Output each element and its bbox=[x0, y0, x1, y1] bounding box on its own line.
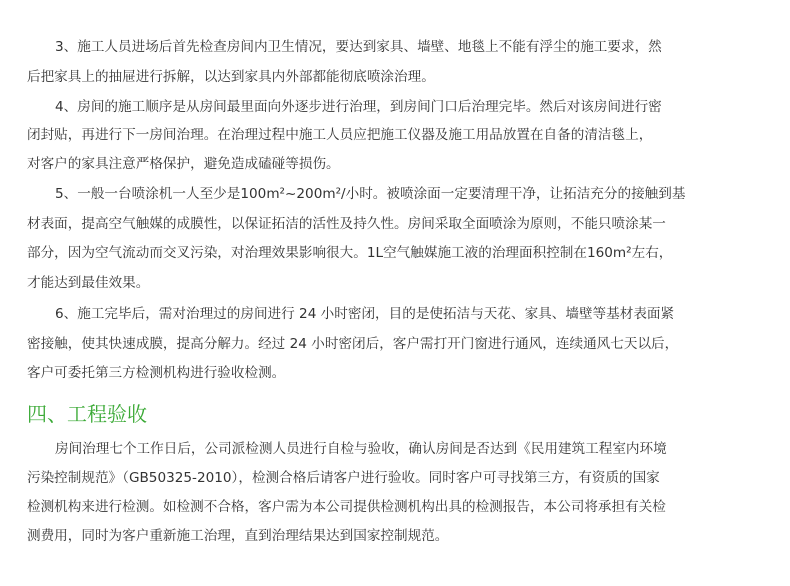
paragraph-line: 材表面，提高空气触媒的成膜性，以保证拓洁的活性及持久性。房间采取全面喷涂为原则，不能只喷涂某一 bbox=[27, 216, 666, 232]
paragraph-line: 密接触，使其快速成膜，提高分解力。经过 24 小时密闭后，客户需打开门窗进行通风，连续通风七天以后， bbox=[27, 336, 679, 352]
paragraph-line: 5、一般一台喷涂机一人至少是100m²~200m²/小时。被喷涂面一定要清理干净，让拓洁充分的接触到基 bbox=[55, 186, 686, 202]
section-heading: 四、工程验收 bbox=[27, 402, 147, 426]
paragraph-line: 测费用，同时为客户重新施工治理，直到治理结果达到国家控制规范。 bbox=[27, 528, 449, 544]
paragraph-line: 污染控制规范》（GB50325-2010），检测合格后请客户进行验收。同时客户可寻找第三方，有资质的国家 bbox=[27, 470, 660, 486]
paragraph-line: 后把家具上的抽屉进行拆解，以达到家具内外部都能彻底喷涂治理。 bbox=[27, 69, 435, 85]
paragraph-line: 6、施工完毕后，需对治理过的房间进行 24 小时密闭，目的是使拓洁与天花、家具、墙壁等基材表面紧 bbox=[55, 306, 675, 322]
paragraph-line: 部分，因为空气流动而交叉污染，对治理效果影响很大。1L空气触媒施工液的治理面积控制在160m²左右， bbox=[27, 245, 673, 261]
paragraph-line: 检测机构来进行检测。如检测不合格，客户需为本公司提供检测机构出具的检测报告，本公司将承担有关检 bbox=[27, 499, 666, 515]
paragraph-line: 才能达到最佳效果。 bbox=[27, 275, 150, 291]
paragraph-line: 房间治理七个工作日后，公司派检测人员进行自检与验收，确认房间是否达到《民用建筑工程室内环境 bbox=[55, 441, 667, 457]
paragraph-line: 客户可委托第三方检测机构进行验收检测。 bbox=[27, 365, 286, 381]
paragraph-line: 闭封贴，再进行下一房间治理。在治理过程中施工人员应把施工仪器及施工用品放置在自备的清洁毯上， bbox=[27, 127, 653, 143]
paragraph-line: 3、施工人员进场后首先检查房间内卫生情况，要达到家具、墙壁、地毯上不能有浮尘的施工要求，然 bbox=[55, 39, 662, 55]
paragraph-line: 4、房间的施工顺序是从房间最里面向外逐步进行治理，到房间门口后治理完毕。然后对该房间进行密 bbox=[55, 99, 662, 115]
paragraph-line: 对客户的家具注意严格保护，避免造成磕碰等损伤。 bbox=[27, 156, 340, 172]
